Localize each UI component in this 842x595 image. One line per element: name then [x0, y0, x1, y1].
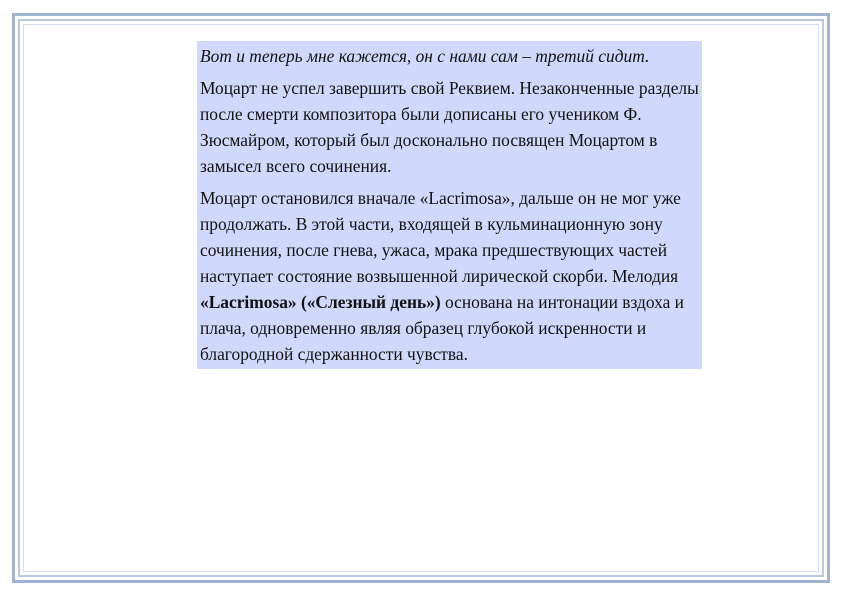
paragraph-lacrimosa	[200, 185, 702, 367]
epigraph: Вот и теперь мне кажется, он с нами сам – третий сидит.	[200, 46, 650, 66]
paragraph-lacrimosa-text-start: Моцарт остановился вначале «Lacrimosa», дальше он не мог уже продолжать. В этой части, входящей в кульминационную зону сочинения, после гнева, ужаса, мрака предшествующих частей наступает состояние возвышенной лирической скорби. Мелодия	[200, 188, 681, 286]
lacrimosa-title-bold: «Lacrimosa» («Слезный день»)	[200, 292, 441, 312]
paragraph-mozart-requiem: Моцарт не успел завершить свой Реквием. Незаконченные разделы после смерти композитора были дописаны его учеником Ф. Зюсмайром, который был досконально посвящен Моцартом в замысел всего сочинения.	[200, 78, 699, 176]
paragraph-lacrimosa-text-end: основана на интонации вздоха и плача, одновременно являя образец глубокой искренности и благородной сдержанности чувства.	[200, 292, 684, 364]
text-box	[197, 41, 702, 369]
